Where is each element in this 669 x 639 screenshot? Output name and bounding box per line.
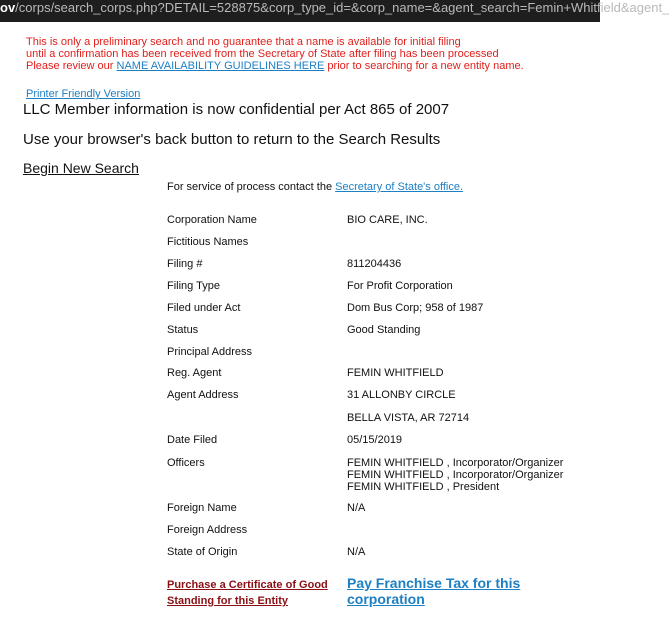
warning-line-1: This is only a preliminary search and no guarantee that a name is available for initial filing	[26, 36, 461, 48]
foreign-address-label: Foreign Address	[167, 524, 248, 536]
state-of-origin-value: N/A	[347, 546, 366, 558]
officer-entry: FEMIN WHITFIELD , Incorporator/Organizer	[347, 469, 564, 481]
service-of-process-note	[167, 181, 463, 193]
reg-agent-label: Reg. Agent	[167, 367, 222, 379]
officers-label: Officers	[167, 457, 205, 469]
browser-url-bar[interactable]	[0, 0, 669, 22]
officer-entry: FEMIN WHITFIELD , President	[347, 481, 500, 493]
pay-franchise-tax-link[interactable]: Pay Franchise Tax for this corporation	[347, 575, 521, 607]
name-availability-guidelines-link[interactable]: NAME AVAILABILITY GUIDELINES HERE	[116, 60, 325, 72]
fictitious-names-label: Fictitious Names	[167, 236, 249, 248]
principal-address-label: Principal Address	[167, 346, 252, 358]
agent-address-line-1: 31 ALLONBY CIRCLE	[347, 389, 456, 401]
filing-type-label: Filing Type	[167, 280, 220, 292]
url-host: ov	[0, 0, 16, 15]
warning-line-3	[26, 60, 586, 72]
officer-entry: FEMIN WHITFIELD , Incorporator/Organizer	[347, 457, 564, 469]
agent-address-label: Agent Address	[167, 389, 239, 401]
status-label: Status	[167, 324, 199, 336]
url-path: /corps/search_corps.php?DETAIL=528875&corp_type_id=&corp_name=&agent_search=Femin+Whitfield&agent_	[15, 0, 669, 15]
llc-confidential-notice: LLC Member information is now confidential per Act 865 of 2007	[23, 101, 450, 118]
foreign-name-label: Foreign Name	[167, 502, 237, 514]
date-filed-value: 05/15/2019	[347, 434, 403, 446]
corporation-name-label: Corporation Name	[167, 214, 257, 226]
state-of-origin-label: State of Origin	[167, 546, 238, 558]
filing-type-value: For Profit Corporation	[347, 280, 453, 292]
back-button-notice: Use your browser's back button to return to the Search Results	[23, 131, 441, 148]
status-value: Good Standing	[347, 324, 421, 336]
warning-line-2: until a confirmation has been received from the Secretary of State after filing has been processed	[26, 48, 499, 60]
purchase-certificate-link[interactable]: Purchase a Certificate of Good Standing for this Entity	[167, 579, 328, 607]
date-filed-label: Date Filed	[167, 434, 218, 446]
filed-under-act-value: Dom Bus Corp; 958 of 1987	[347, 302, 484, 314]
service-prefix: For service of process contact the	[167, 181, 333, 193]
secretary-of-state-link[interactable]: Secretary of State's office.	[335, 181, 463, 193]
agent-address-line-2: BELLA VISTA, AR 72714	[347, 412, 470, 424]
foreign-name-value: N/A	[347, 502, 366, 514]
corporation-name-value: BIO CARE, INC.	[347, 214, 428, 226]
filing-number-label: Filing #	[167, 258, 203, 270]
preliminary-search-warning	[26, 36, 586, 72]
warning-line-3-suffix: prior to searching for a new entity name.	[327, 60, 524, 72]
filing-number-value: 811204436	[347, 258, 402, 270]
filed-under-act-label: Filed under Act	[167, 302, 241, 314]
printer-friendly-link[interactable]: Printer Friendly Version	[26, 88, 141, 100]
warning-line-3-prefix: Please review our	[26, 60, 114, 72]
begin-new-search-link[interactable]: Begin New Search	[23, 160, 139, 176]
reg-agent-value: FEMIN WHITFIELD	[347, 367, 444, 379]
